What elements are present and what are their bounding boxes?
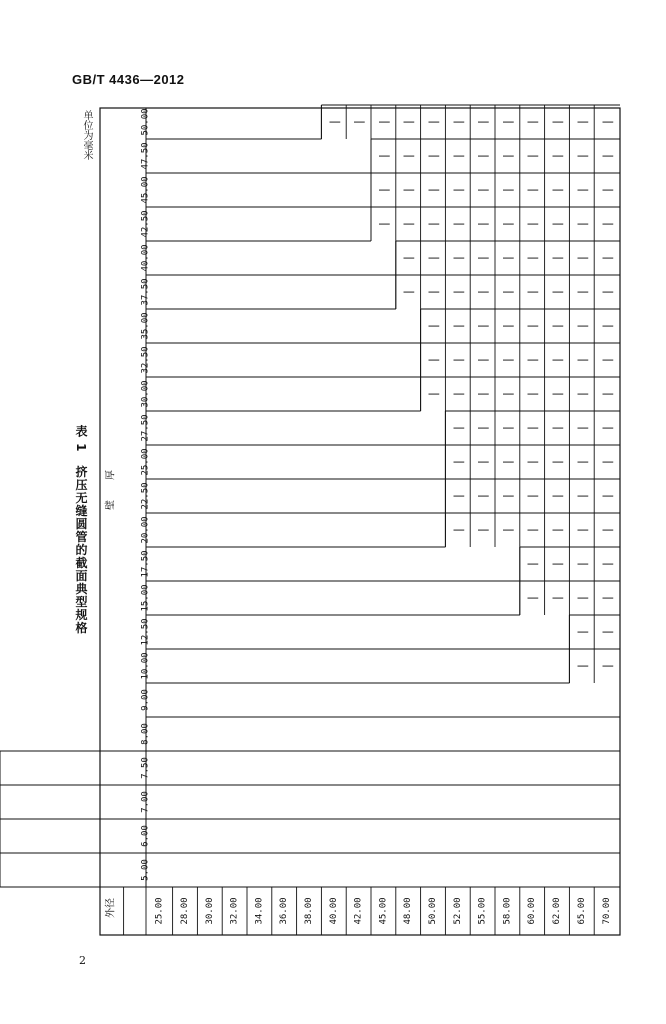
available-mark: |: [525, 288, 539, 296]
wall-thickness-label: 42.50: [140, 210, 151, 238]
available-mark: |: [476, 118, 490, 126]
outer-diameter-label: 50.00: [428, 897, 438, 925]
outer-diameter-label: 65.00: [576, 897, 587, 925]
available-mark: |: [600, 288, 614, 296]
wall-thickness-label: 9.00: [140, 689, 151, 711]
available-mark: |: [550, 526, 564, 534]
wall-thickness-label: 47.50: [140, 142, 151, 170]
available-mark: |: [500, 118, 514, 126]
table-border: [100, 108, 620, 935]
available-mark: |: [500, 220, 514, 228]
available-mark: |: [476, 288, 490, 296]
wall-thickness-label: 30.00: [140, 380, 151, 408]
available-mark: |: [451, 186, 465, 194]
available-mark: |: [451, 492, 465, 500]
available-mark: |: [476, 322, 490, 330]
wall-thickness-label: 7.50: [140, 757, 151, 779]
available-mark: |: [525, 458, 539, 466]
available-mark: |: [401, 118, 415, 126]
wall-thickness-header: 壁 厚: [105, 470, 117, 510]
available-mark: |: [426, 288, 440, 296]
available-mark: |: [500, 356, 514, 364]
available-mark: |: [575, 186, 589, 194]
available-mark: |: [550, 288, 564, 296]
available-mark: |: [426, 118, 440, 126]
outer-diameter-label: 60.00: [527, 897, 538, 925]
available-mark: |: [451, 458, 465, 466]
available-mark: |: [401, 220, 415, 228]
available-mark: |: [550, 390, 564, 398]
available-mark: |: [426, 186, 440, 194]
available-mark: |: [525, 424, 539, 432]
available-mark: |: [376, 220, 390, 228]
standard-header: GB/T 4436—2012: [72, 72, 185, 87]
available-mark: |: [525, 594, 539, 602]
available-mark: |: [352, 118, 366, 126]
available-mark: |: [575, 322, 589, 330]
available-mark: |: [525, 560, 539, 568]
available-mark: |: [525, 152, 539, 160]
wall-thickness-label: 10.00: [140, 652, 151, 680]
available-mark: |: [376, 118, 390, 126]
available-mark: |: [500, 186, 514, 194]
available-mark: |: [550, 560, 564, 568]
available-mark: |: [426, 390, 440, 398]
available-mark: |: [525, 492, 539, 500]
available-mark: |: [451, 356, 465, 364]
wall-thickness-label: 15.00: [140, 584, 151, 612]
unit-note: 单位为毫米: [81, 110, 92, 160]
available-mark: |: [550, 594, 564, 602]
available-mark: |: [525, 356, 539, 364]
available-mark: |: [426, 220, 440, 228]
available-mark: |: [600, 254, 614, 262]
outer-diameter-label: 55.00: [477, 897, 488, 925]
available-mark: |: [500, 254, 514, 262]
available-mark: |: [525, 186, 539, 194]
available-mark: |: [575, 560, 589, 568]
available-mark: |: [600, 118, 614, 126]
wall-thickness-label: 40.00: [140, 244, 151, 272]
available-mark: |: [550, 424, 564, 432]
available-mark: |: [550, 152, 564, 160]
outer-diameter-label: 48.00: [403, 897, 414, 925]
available-mark: |: [500, 390, 514, 398]
available-mark: |: [451, 322, 465, 330]
available-mark: |: [600, 560, 614, 568]
available-mark: |: [500, 492, 514, 500]
available-mark: |: [500, 288, 514, 296]
available-mark: |: [476, 492, 490, 500]
wall-thickness-label: 20.00: [140, 516, 151, 544]
available-mark: |: [451, 254, 465, 262]
available-mark: |: [401, 152, 415, 160]
available-mark: |: [575, 118, 589, 126]
available-mark: |: [451, 526, 465, 534]
available-mark: |: [600, 186, 614, 194]
wall-thickness-label: 45.00: [140, 176, 151, 204]
available-mark: |: [476, 390, 490, 398]
available-mark: |: [426, 152, 440, 160]
available-mark: |: [376, 152, 390, 160]
wall-thickness-label: 17.50: [140, 550, 151, 578]
available-mark: |: [550, 254, 564, 262]
wall-thickness-label: 32.50: [140, 346, 151, 374]
wall-thickness-label: 5.00: [140, 859, 151, 881]
available-mark: |: [426, 356, 440, 364]
available-mark: |: [451, 424, 465, 432]
available-mark: |: [476, 424, 490, 432]
available-mark: |: [500, 424, 514, 432]
outer-diameter-label: 52.00: [452, 897, 463, 925]
available-mark: |: [476, 356, 490, 364]
available-mark: |: [500, 526, 514, 534]
outer-diameter-label: 42.00: [353, 897, 364, 925]
available-mark: |: [575, 254, 589, 262]
available-mark: |: [401, 186, 415, 194]
available-mark: |: [575, 492, 589, 500]
available-mark: |: [525, 322, 539, 330]
available-mark: |: [600, 220, 614, 228]
available-mark: |: [550, 220, 564, 228]
available-mark: |: [600, 594, 614, 602]
outer-diameter-label: 28.00: [180, 897, 190, 925]
available-mark: |: [451, 220, 465, 228]
outer-diameter-label: 34.00: [254, 897, 265, 925]
available-mark: |: [451, 118, 465, 126]
outer-diameter-label: 38.00: [304, 897, 314, 925]
available-mark: |: [575, 424, 589, 432]
available-mark: |: [600, 628, 614, 636]
available-mark: |: [476, 152, 490, 160]
available-mark: |: [575, 526, 589, 534]
available-mark: |: [575, 458, 589, 466]
available-mark: |: [525, 254, 539, 262]
wall-thickness-label: 22.50: [140, 482, 151, 510]
outer-diameter-label: 70.00: [602, 897, 613, 925]
available-mark: |: [500, 322, 514, 330]
wall-thickness-label: 50.00: [140, 108, 151, 136]
page-number: 2: [79, 954, 86, 967]
available-mark: |: [575, 152, 589, 160]
available-mark: |: [525, 220, 539, 228]
available-mark: |: [476, 186, 490, 194]
available-mark: |: [575, 288, 589, 296]
outer-diameter-label: 30.00: [204, 897, 215, 925]
available-mark: |: [525, 118, 539, 126]
available-mark: |: [476, 220, 490, 228]
available-mark: |: [376, 186, 390, 194]
available-mark: |: [600, 322, 614, 330]
available-mark: |: [476, 254, 490, 262]
available-mark: |: [525, 526, 539, 534]
wall-thickness-label: 12.50: [140, 618, 151, 646]
available-mark: |: [550, 458, 564, 466]
available-mark: |: [426, 322, 440, 330]
wall-thickness-label: 25.00: [140, 448, 151, 476]
wall-thickness-label: 6.00: [140, 825, 151, 847]
available-mark: |: [575, 390, 589, 398]
available-mark: |: [600, 356, 614, 364]
available-mark: |: [600, 526, 614, 534]
available-mark: |: [550, 356, 564, 364]
available-mark: |: [575, 356, 589, 364]
outer-diameter-label: 36.00: [279, 897, 290, 925]
available-mark: |: [476, 526, 490, 534]
available-mark: |: [327, 118, 341, 126]
available-mark: |: [525, 390, 539, 398]
available-mark: |: [401, 288, 415, 296]
wall-thickness-label: 37.50: [140, 278, 151, 306]
outer-diameter-label: 58.00: [502, 897, 513, 925]
available-mark: |: [600, 492, 614, 500]
available-mark: |: [401, 254, 415, 262]
available-mark: |: [451, 390, 465, 398]
outer-diameter-label: 45.00: [378, 897, 389, 925]
available-mark: |: [451, 288, 465, 296]
available-mark: |: [500, 458, 514, 466]
available-mark: |: [500, 152, 514, 160]
available-mark: |: [600, 662, 614, 670]
wall-thickness-label: 35.00: [140, 312, 151, 340]
wall-thickness-label: 8.00: [140, 723, 151, 745]
available-mark: |: [550, 492, 564, 500]
available-mark: |: [575, 628, 589, 636]
available-mark: |: [550, 186, 564, 194]
available-mark: |: [575, 220, 589, 228]
outer-diameter-label: 62.00: [552, 897, 562, 925]
available-mark: |: [575, 662, 589, 670]
available-mark: |: [476, 458, 490, 466]
available-mark: |: [600, 424, 614, 432]
available-mark: |: [600, 390, 614, 398]
available-mark: |: [600, 458, 614, 466]
outer-diameter-label: 32.00: [229, 897, 240, 925]
available-mark: |: [550, 322, 564, 330]
available-mark: |: [575, 594, 589, 602]
available-mark: |: [550, 118, 564, 126]
available-mark: |: [426, 254, 440, 262]
wall-thickness-label: 7.00: [140, 791, 151, 813]
available-mark: |: [600, 152, 614, 160]
outer-diameter-header: 外径: [105, 898, 117, 918]
outer-diameter-label: 40.00: [328, 897, 339, 925]
wall-thickness-label: 27.50: [140, 414, 151, 442]
table-title: 表 1 挤压无缝圆管的截面典型规格: [74, 425, 88, 635]
available-mark: |: [451, 152, 465, 160]
outer-diameter-label: 25.00: [154, 897, 165, 925]
